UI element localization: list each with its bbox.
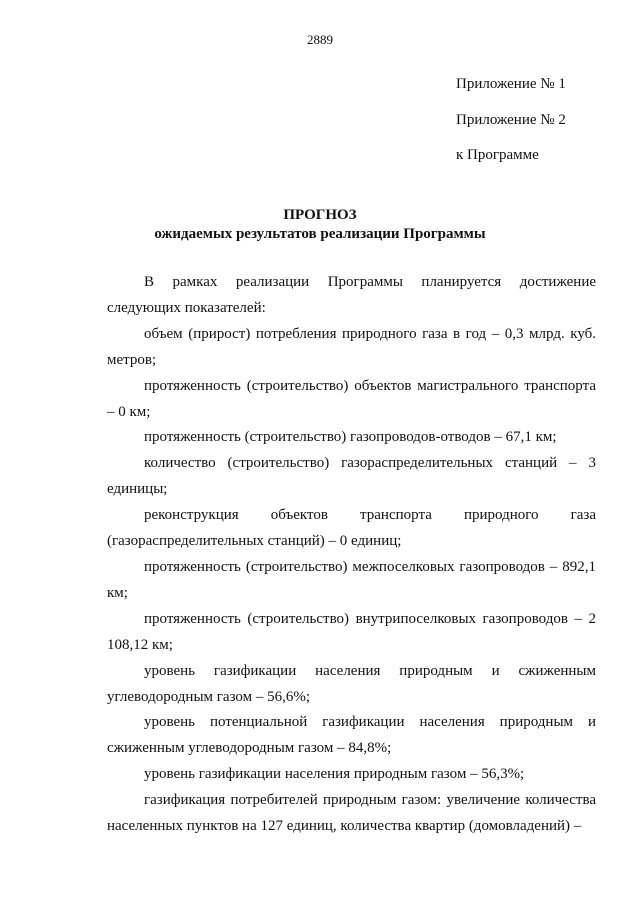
appendix-line-2: Приложение № 2 [456, 112, 566, 128]
paragraph-gas-consumption: объем (прирост) потребления природного газа в год – 0,3 млрд. куб. метров; [107, 325, 596, 368]
paragraph-intrasettlement-pipelines: протяженность (строительство) внутрипоселковых газопроводов – 2 108,12 км; [107, 610, 596, 653]
paragraph-reconstruction: реконструкция объектов транспорта природного газа (газораспределительных станций) – 0 единиц; [107, 507, 596, 550]
appendix-line-1: Приложение № 1 [456, 76, 566, 92]
title-main: ПРОГНОЗ [283, 207, 357, 223]
paragraph-potential-gasification: уровень потенциальной газификации населения природным и сжиженным углеводородным газом – 84,8%; [107, 714, 596, 757]
paragraph-consumer-gasification: газификация потребителей природным газом: увеличение количества населенных пунктов на 127 единиц, количества квартир (домовладений) – [107, 792, 596, 835]
title-subtitle: ожидаемых результатов реализации Программы [154, 226, 486, 242]
paragraph-natural-gas-level: уровень газификации населения природным газом – 56,3%; [144, 766, 525, 783]
paragraph-intro: В рамках реализации Программы планируется достижение следующих показателей: [107, 274, 596, 316]
document-title [0, 206, 640, 244]
paragraph-distribution-stations: количество (строительство) газораспределительных станций – 3 единицы; [107, 455, 596, 498]
paragraph-main-transport: протяженность (строительство) объектов магистрального транспорта – 0 км; [107, 377, 596, 420]
paragraph-gasification-level: уровень газификации населения природным и сжиженным углеводородным газом – 56,6%; [107, 662, 596, 705]
appendix-line-3: к Программе [456, 147, 539, 163]
paragraph-branch-pipelines: протяженность (строительство) газопроводов-отводов – 67,1 км; [144, 429, 557, 446]
paragraph-intersettlement-pipelines: протяженность (строительство) межпоселковых газопроводов – 892,1 км; [107, 558, 596, 601]
page-number: 2889 [307, 32, 333, 47]
document-body [107, 270, 596, 840]
